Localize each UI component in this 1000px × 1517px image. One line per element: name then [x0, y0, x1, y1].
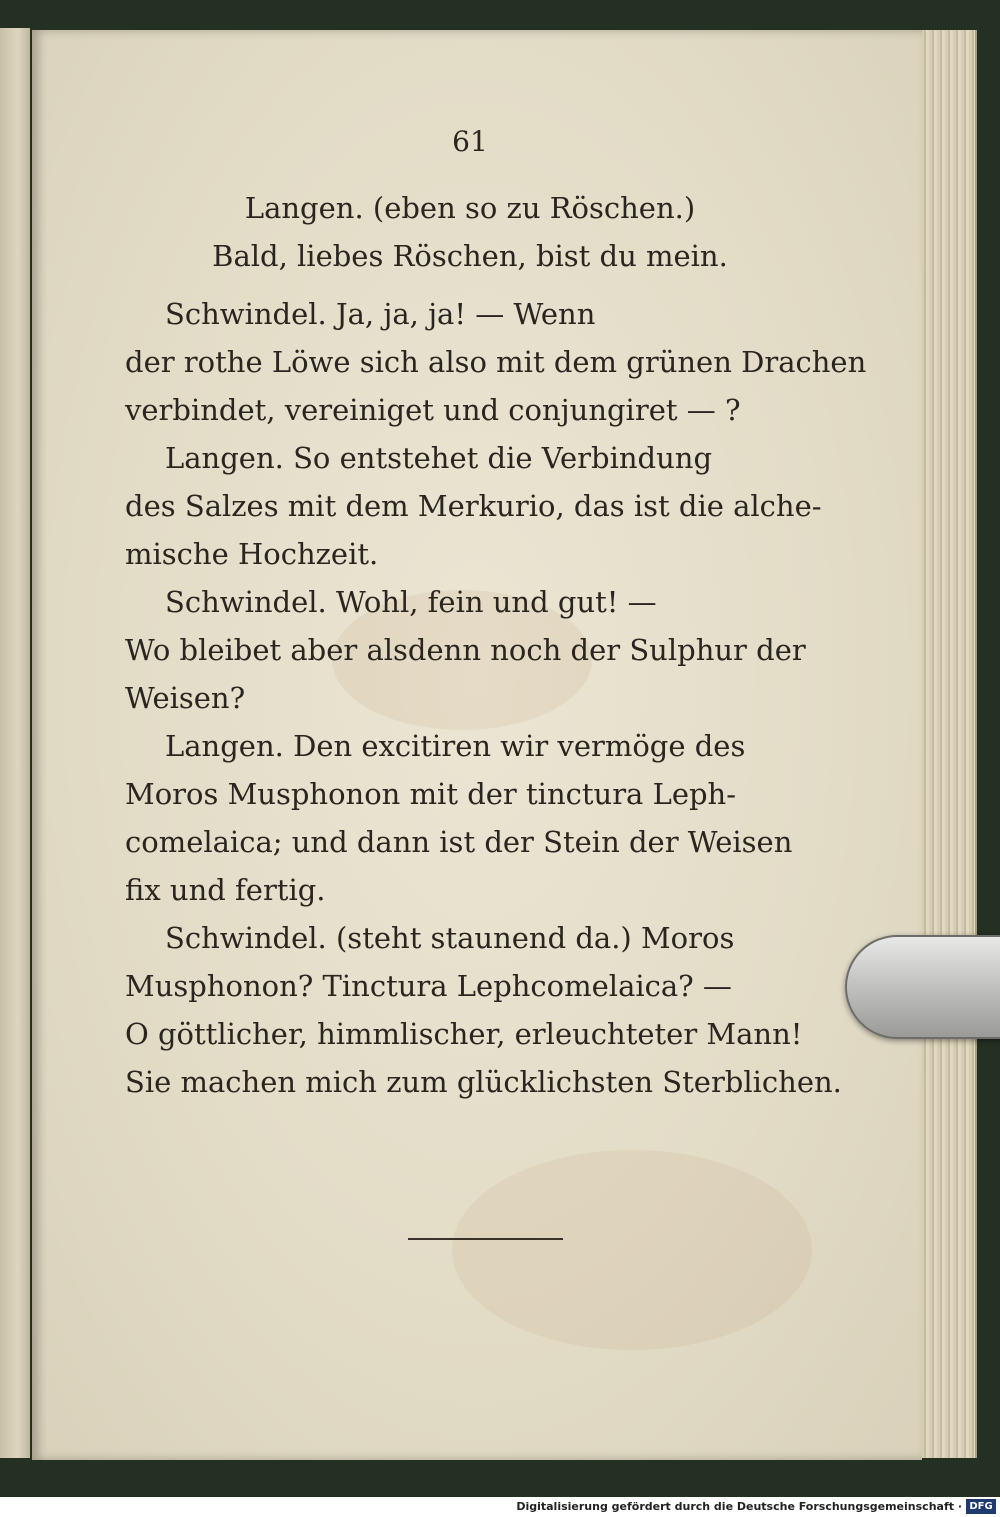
dfg-logo-icon: DFG	[966, 1499, 996, 1514]
text-line: Weisen?	[125, 681, 246, 715]
text-line: Bald, liebes Röschen, bist du mein.	[212, 239, 728, 273]
digitization-credit: Digitalisierung gefördert durch die Deutsche Forschungsgemeinschaft ·	[516, 1500, 962, 1513]
section-divider	[408, 1238, 563, 1240]
paper-stain	[452, 1150, 812, 1350]
text-line: Wo bleibet aber alsdenn noch der Sulphur der	[125, 633, 806, 667]
text-line: Moros Musphonon mit der tinctura Leph-	[125, 777, 737, 811]
text-line: fix und fertig.	[125, 873, 326, 907]
text-line: Schwindel. (steht staunend da.) Moros	[165, 921, 735, 955]
page-text	[125, 120, 867, 1106]
text-line: Sie machen mich zum glücklichsten Sterblichen.	[125, 1065, 842, 1099]
text-line: verbindet, vereiniget und conjungiret — ?	[125, 393, 741, 427]
text-line: Musphonon? Tinctura Lephcomelaica? —	[125, 969, 732, 1003]
text-line: Schwindel. Ja, ja, ja! — Wenn	[165, 297, 596, 331]
text-line: der rothe Löwe sich also mit dem grünen Drachen	[125, 345, 867, 379]
page-number: 61	[452, 125, 488, 158]
text-line: comelaica; und dann ist der Stein der Weisen	[125, 825, 793, 859]
text-line: mische Hochzeit.	[125, 537, 379, 571]
text-line: Langen. So entstehet die Verbindung	[165, 441, 713, 475]
text-line: des Salzes mit dem Merkurio, das ist die alche-	[125, 489, 822, 523]
text-line: Langen. Den excitiren wir vermöge des	[165, 729, 746, 763]
text-line: Langen. (eben so zu Röschen.)	[244, 191, 696, 225]
text-line: O göttlicher, himmlischer, erleuchteter Mann!	[125, 1017, 803, 1051]
left-page-edge	[0, 28, 30, 1458]
footer-bar	[0, 1497, 1000, 1517]
page-clip	[845, 935, 1000, 1039]
text-line: Schwindel. Wohl, fein und gut! —	[165, 585, 657, 619]
